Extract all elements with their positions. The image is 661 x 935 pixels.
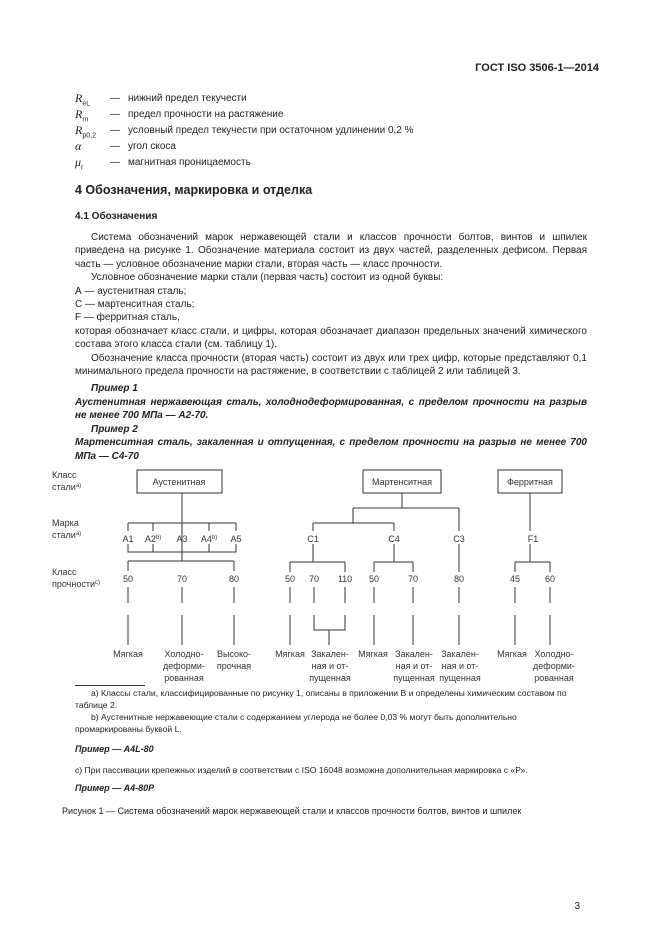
svg-text:Класс: Класс [52, 470, 77, 480]
svg-text:50: 50 [122, 574, 134, 584]
footnote-b: b) Аустенитные нержавеющие стали с содержанием углерода не более 0,03 % могут быть дополнительно промаркированы буквой L. [75, 712, 517, 734]
subsection-title: 4.1 Обозначения [75, 211, 158, 222]
svg-text:80: 80 [228, 574, 240, 584]
svg-text:110: 110 [337, 574, 353, 584]
svg-text:рованная: рованная [534, 673, 574, 683]
paragraph: Условное обозначение марки стали (первая часть) состоит из одной буквы: [91, 272, 444, 284]
symbol-row: α — угол скоса [75, 139, 176, 153]
svg-text:Аустенитная: Аустенитная [152, 477, 206, 487]
example-text: Мартенситная сталь, закаленная и отпущенная, с пределом прочности на разрыв не менее 700 МПа — С4-70 [75, 437, 587, 462]
svg-text:80: 80 [453, 574, 465, 584]
property-labels [113, 649, 575, 683]
footnote-divider [75, 685, 145, 686]
svg-text:пущенная: пущенная [439, 673, 481, 683]
svg-text:A4b): A4$^{b)}$ [200, 534, 218, 544]
paragraph: Обозначение класса прочности (вторая часть) состоит из двух или трех цифр, которые представляют 0,1 минимального предела прочности на растяжение, в соответствии с таблицей 2 или таблицей 3. [75, 352, 587, 378]
example-text: Аустенитная нержавеющая сталь, холоднодеформированная, с пределом прочности на разрыв не менее 700 МПа — А2-70. [75, 396, 587, 422]
svg-text:Ферритная: Ферритная [507, 477, 553, 487]
svg-text:Закален-: Закален- [311, 649, 349, 659]
svg-text:пущенная: пущенная [309, 673, 351, 683]
svg-text:A3: A3 [176, 534, 188, 544]
svg-text:C3: C3 [453, 534, 465, 544]
svg-text:ная и от-: ная и от- [395, 661, 433, 671]
svg-text:60: 60 [544, 574, 556, 584]
svg-text:ная и от-: ная и от- [441, 661, 479, 671]
svg-text:деформи-: деформи- [163, 661, 205, 671]
svg-text:50: 50 [368, 574, 380, 584]
svg-text:Марка: Марка [52, 518, 79, 528]
svg-text:Холодно-: Холодно- [164, 649, 204, 659]
strength-values [123, 574, 555, 584]
footnote-c-example: Пример — A4-80P [75, 783, 155, 793]
svg-text:F1: F1 [527, 534, 539, 544]
svg-text:70: 70 [176, 574, 188, 584]
page-number: 3 [574, 901, 580, 912]
svg-text:рованная: рованная [164, 673, 204, 683]
paragraph: А — аустенитная сталь; [75, 285, 187, 297]
svg-text:Закален-: Закален- [395, 649, 433, 659]
svg-text:Мягкая: Мягкая [358, 649, 388, 659]
svg-text:Мягкая: Мягкая [497, 649, 527, 659]
svg-text:45: 45 [509, 574, 521, 584]
svg-text:70: 70 [308, 574, 320, 584]
symbol-row: $R_{eL}$ — нижний предел текучести [75, 91, 247, 108]
svg-text:C1: C1 [307, 534, 319, 544]
svg-text:C4: C4 [388, 534, 400, 544]
svg-text:Высоко-: Высоко- [216, 649, 252, 659]
figure-caption: Рисунок 1 — Система обозначений марок нержавеющей стали и классов прочности болтов, винтов и шпилек [62, 806, 522, 816]
footnote-b-example: Пример — A4L-80 [75, 744, 154, 754]
section-title: 4 Обозначения, маркировка и отделка [75, 183, 313, 197]
svg-text:A1: A1 [122, 534, 134, 544]
svg-text:прочностиc): прочности$^{c)}$ [52, 579, 101, 589]
example-title: Пример 2 [91, 423, 138, 435]
standard-header: ГОСТ ISO 3506-1—2014 [475, 62, 599, 74]
svg-text:A5: A5 [230, 534, 242, 544]
paragraph: которая обозначает класс стали, и цифры, которая обозначает диапазон предельных значений химического состава этого класса стали (см. таблицу 1). [75, 325, 587, 351]
symbol-row: $R_{p0,2}$ — условный предел текучести при остаточном удлинении 0,2 % [75, 123, 414, 140]
footnote-c: c) При пассивации крепежных изделий в соответствии с ISO 16048 возможна дополнительная маркировка с «Р». [75, 765, 528, 775]
svg-text:Закален-: Закален- [441, 649, 479, 659]
svg-text:пущенная: пущенная [393, 673, 435, 683]
svg-text:50: 50 [284, 574, 296, 584]
svg-text:ная и от-: ная и от- [311, 661, 349, 671]
svg-text:Класс: Класс [52, 567, 77, 577]
paragraph: С — мартенситная сталь; [75, 299, 195, 311]
svg-text:Холодно-: Холодно- [534, 649, 574, 659]
body-text [75, 231, 587, 463]
symbol-row: $\mu_r$ — магнитная проницаемость [75, 155, 251, 172]
svg-text:Мягкая: Мягкая [275, 649, 305, 659]
svg-text:сталиa): стали$^{a)}$ [52, 530, 82, 540]
svg-text:прочная: прочная [216, 661, 252, 671]
svg-text:Мягкая: Мягкая [113, 649, 143, 659]
svg-text:сталиa): стали$^{a)}$ [52, 482, 82, 492]
paragraph: Система обозначений марок нержавеющей стали и классов прочности болтов, винтов и шпилек приведена на рисунке 1. Обозначение материала состоит из двух частей, разделенных дефисом. Первая часть — условное обозначение марки стали, вторая часть — класс прочности. [75, 232, 587, 270]
paragraph: F — ферритная сталь, [75, 312, 180, 324]
svg-text:A2b): A2$^{b)}$ [144, 534, 162, 544]
svg-text:70: 70 [407, 574, 419, 584]
symbol-list [75, 92, 414, 172]
symbol-row: $R_m$ — предел прочности на растяжение [75, 107, 284, 124]
svg-text:деформи-: деформи- [533, 661, 575, 671]
example-title: Пример 1 [91, 383, 138, 395]
svg-text:Мартенситная: Мартенситная [372, 477, 432, 487]
footnote-a: a) Классы стали, классифицированные по рисунку 1, описаны в приложении В и определены химическим составом по таблице 2. [75, 688, 567, 710]
designation-diagram [0, 460, 661, 690]
